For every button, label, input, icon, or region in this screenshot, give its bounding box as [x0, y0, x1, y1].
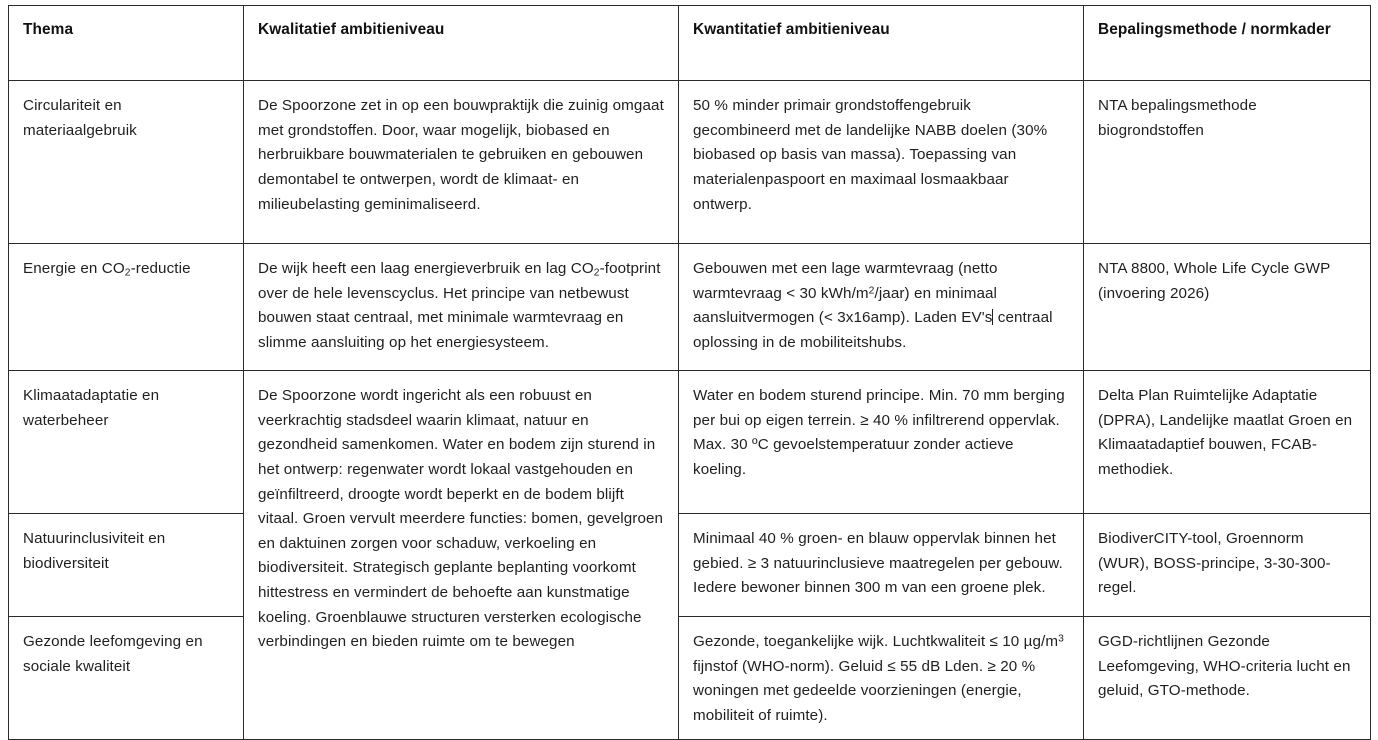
column-header-bepalingsmethode: Bepalingsmethode / normkader: [1084, 6, 1371, 81]
cell-bepalingsmethode-gezonde-leefomgeving: GGD-richtlijnen Gezonde Leefomgeving, WHO-criteria lucht en geluid, GTO-methode.: [1084, 617, 1371, 740]
text-cursor: [992, 309, 993, 325]
cell-thema-natuurinclusiviteit: Natuurinclusiviteit en biodiversiteit: [9, 514, 244, 617]
cell-bepalingsmethode-klimaatadaptatie: Delta Plan Ruimtelijke Adaptatie (DPRA), Landelijke maatlat Groen en Klimaatadaptief bouwen, FCAB-methodiek.: [1084, 371, 1371, 514]
thema-energie-text: Energie en CO: [23, 260, 125, 277]
superscript-three: 3: [1058, 633, 1064, 645]
kwantitatief-energie-part-a: Gebouwen met een lage warmtevraag (netto warmtevraag < 30 kWh/m: [693, 260, 998, 302]
table-row: [9, 81, 1371, 244]
table-row: [9, 371, 1371, 514]
cell-kwantitatief-energie: [679, 244, 1084, 371]
table-row: [9, 617, 1371, 740]
cell-thema-klimaatadaptatie: Klimaatadaptatie en waterbeheer: [9, 371, 244, 514]
cell-kwalitatief-energie: [244, 244, 679, 371]
cell-bepalingsmethode-circulariteit: NTA bepalingsmethode biogrondstoffen: [1084, 81, 1371, 244]
document-sheet: [8, 5, 1370, 740]
kwalitatief-energie-suffix: -footprint over de hele levenscyclus. Het principe van netbewust bouwen staat centraal, met minimale warmtevraag en slimme aansluiting op het energiesysteem.: [258, 260, 661, 351]
cell-bepalingsmethode-energie: NTA 8800, Whole Life Cycle GWP (invoering 2026): [1084, 244, 1371, 371]
kwantitatief-gezond-part-a: Gezonde, toegankelijke wijk. Luchtkwaliteit ≤ 10 µg/m: [693, 633, 1059, 650]
table-header-row: [9, 6, 1371, 81]
cell-bepalingsmethode-natuurinclusiviteit: BiodiverCITY-tool, Groennorm (WUR), BOSS-principe, 3-30-300-regel.: [1084, 514, 1371, 617]
subscript-two: 2: [124, 267, 131, 279]
kwantitatief-gezond-part-b: fijnstof (WHO-norm). Geluid ≤ 55 dB Lden. ≥ 20 % woningen met gedeelde voorzieningen (energie, mobiliteit of ruimte).: [693, 657, 1036, 724]
thema-energie-suffix: -reductie: [130, 260, 191, 277]
column-header-kwalitatief: Kwalitatief ambitieniveau: [244, 6, 679, 81]
cell-kwalitatief-merged: De Spoorzone wordt ingericht als een robuust en veerkrachtig stadsdeel waarin klimaat, natuur en gezondheid samenkomen. Water en bodem zijn sturend in het ontwerp: regenwater wordt lokaal vastgehouden en geïnfiltreerd, droogte wordt beperkt en de bodem blijft vitaal. Groen vervult meerdere functies: bomen, gevelgroen en daktuinen zorgen voor schaduw, verkoeling en biodiversiteit. Strategisch geplante beplanting voorkomt hittestress en vermindert de behoefte aan kunstmatige koeling. Groenblauwe structuren versterken ecologische verbindingen en bieden ruimte om te bewegen: [244, 371, 679, 740]
cell-kwantitatief-natuurinclusiviteit: Minimaal 40 % groen- en blauw oppervlak binnen het gebied. ≥ 3 natuurinclusieve maatregelen per gebouw. Iedere bewoner binnen 300 m van een groene plek.: [679, 514, 1084, 617]
cell-thema-energie: [9, 244, 244, 371]
table-row: [9, 514, 1371, 617]
cell-kwantitatief-klimaatadaptatie: Water en bodem sturend principe. Min. 70 mm berging per bui op eigen terrein. ≥ 40 % infiltrerend oppervlak. Max. 30 ºC gevoelstemperatuur zonder actieve koeling.: [679, 371, 1084, 514]
table-row: [9, 244, 1371, 371]
cell-kwantitatief-circulariteit: 50 % minder primair grondstoffengebruik gecombineerd met de landelijke NABB doelen (30% biobased op basis van massa). Toepassing van materialenpaspoort en maximaal losmaakbaar ontwerp.: [679, 81, 1084, 244]
table-body: [9, 81, 1371, 740]
table-header: [9, 6, 1371, 81]
kwalitatief-energie-prefix: De wijk heeft een laag energieverbruik en lag CO: [258, 260, 594, 277]
kwantitatief-energie-part-b: /jaar) en minimaal aansluitvermogen (< 3x16amp). Laden EV's: [693, 284, 998, 327]
column-header-thema: Thema: [9, 6, 244, 81]
kwantitatief-energie-part-c: centraal oplossing in de mobiliteitshubs.: [693, 309, 1053, 351]
cell-kwantitatief-gezonde-leefomgeving: [679, 617, 1084, 740]
ambition-levels-table: [8, 5, 1371, 740]
superscript-two: 2: [868, 284, 875, 296]
column-header-kwantitatief: Kwantitatief ambitieniveau: [679, 6, 1084, 81]
cell-thema-gezonde-leefomgeving: Gezonde leefomgeving en sociale kwaliteit: [9, 617, 244, 740]
cell-thema-circulariteit: Circulariteit en materiaalgebruik: [9, 81, 244, 244]
cell-kwalitatief-circulariteit: De Spoorzone zet in op een bouwpraktijk die zuinig omgaat met grondstoffen. Door, waar mogelijk, biobased en herbruikbare bouwmaterialen te gebruiken en gebouwen demontabel te ontwerpen, wordt de klimaat- en milieubelasting geminimaliseerd.: [244, 81, 679, 244]
subscript-two: 2: [593, 267, 600, 279]
